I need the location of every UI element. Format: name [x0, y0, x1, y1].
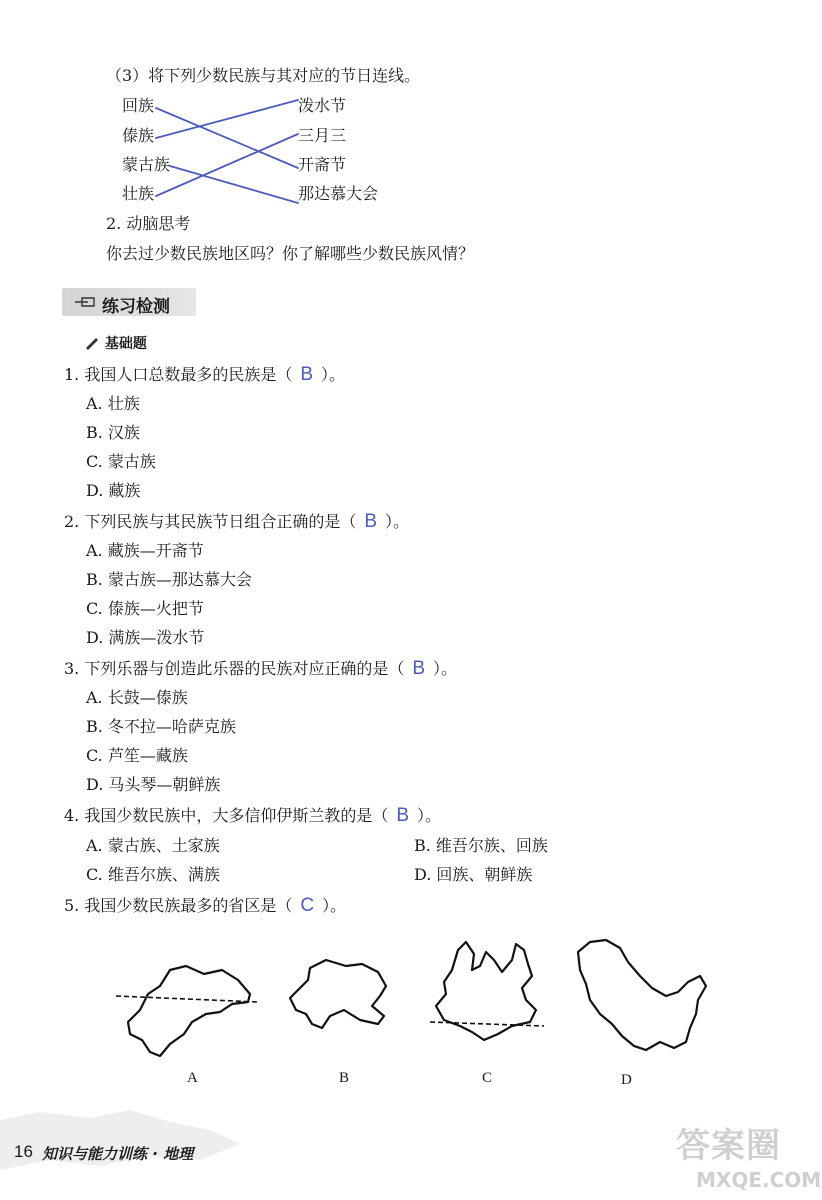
- question-3-option-a: A. 长鼓—傣族: [86, 688, 188, 707]
- question-4-option-a: A. 蒙古族、土家族: [86, 836, 220, 855]
- question-4-option-b: B. 维吾尔族、回族: [414, 836, 548, 855]
- right-item-water-festival: 泼水节: [298, 96, 347, 115]
- footer-page-number: 16: [14, 1142, 33, 1161]
- question-close: ）。: [433, 659, 458, 678]
- map-a-outline: [128, 966, 250, 1056]
- question-4-stem: [64, 806, 441, 826]
- question-2-option-c: C. 傣族—火把节: [86, 599, 204, 618]
- line-dai-water: [156, 100, 298, 138]
- question-3-stem: [64, 659, 457, 679]
- line-hui-eid: [156, 108, 298, 168]
- answer-mark: C: [300, 895, 315, 916]
- map-label-c: C: [482, 1070, 493, 1086]
- pencil-icon: [84, 336, 100, 350]
- answer-mark: B: [396, 805, 410, 826]
- think-question: 你去过少数民族地区吗？你了解哪些少数民族风情？: [106, 244, 475, 263]
- question-close: ）。: [417, 806, 442, 825]
- section-header: [62, 288, 196, 316]
- subsection-basic: [84, 333, 147, 353]
- matching-prompt: （3）将下列少数民族与其对应的节日连线。: [106, 66, 421, 85]
- watermark-logo: 答案圈: [676, 1126, 781, 1166]
- left-item-zhuang: 壮族: [122, 184, 155, 203]
- question-1-option-d: D. 藏族: [86, 481, 141, 500]
- question-close: ）。: [322, 896, 347, 915]
- question-5-stem: [64, 896, 346, 916]
- question-1-option-c: C. 蒙古族: [86, 452, 156, 471]
- question-2-stem: [64, 512, 409, 532]
- question-stem-text: 2. 下列民族与其民族节日组合正确的是（: [64, 512, 357, 531]
- question-1-option-a: A. 壮族: [86, 394, 140, 413]
- question-3-option-d: D. 马头琴—朝鲜族: [86, 775, 221, 794]
- watermark-url: MXQE.COM: [696, 1168, 822, 1192]
- pointing-hand-icon: [74, 296, 96, 308]
- subsection-title: 基础题: [104, 336, 147, 352]
- question-2-option-a: A. 藏族—开斋节: [86, 541, 204, 560]
- footer-book-title: 知识与能力训练 · 地理: [42, 1145, 194, 1163]
- think-heading: 2. 动脑思考: [106, 214, 191, 233]
- map-b-outline: [290, 960, 386, 1028]
- question-3-option-c: C. 芦笙—藏族: [86, 746, 188, 765]
- question-4-option-d: D. 回族、朝鲜族: [414, 865, 533, 884]
- map-label-a: A: [187, 1070, 198, 1086]
- question-close: ）。: [385, 512, 410, 531]
- question-stem-text: 4. 我国少数民族中，大多信仰伊斯兰教的是（: [64, 806, 389, 825]
- question-1-stem: [64, 365, 345, 385]
- right-item-eid: 开斋节: [298, 155, 347, 174]
- question-2-option-d: D. 满族—泼水节: [86, 628, 205, 647]
- answer-mark: B: [412, 658, 426, 679]
- question-close: ）。: [321, 365, 346, 384]
- answer-mark: B: [300, 364, 314, 385]
- left-item-hui: 回族: [122, 96, 155, 115]
- answer-mark: B: [364, 511, 378, 532]
- map-label-d: D: [621, 1072, 632, 1088]
- right-item-march-third: 三月三: [298, 126, 347, 145]
- map-d-outline: [578, 940, 706, 1050]
- question-3-option-b: B. 冬不拉—哈萨克族: [86, 717, 236, 736]
- question-4-option-c: C. 维吾尔族、满族: [86, 865, 220, 884]
- left-item-mongol: 蒙古族: [122, 155, 171, 174]
- line-zhuang-march: [156, 134, 298, 196]
- question-stem-text: 5. 我国少数民族最多的省区是（: [64, 896, 293, 915]
- province-maps: [100, 930, 740, 1070]
- map-label-b: B: [339, 1070, 350, 1086]
- line-mongol-naadam: [170, 166, 298, 203]
- left-item-dai: 傣族: [122, 126, 155, 145]
- question-stem-text: 3. 下列乐器与创造此乐器的民族对应正确的是（: [64, 659, 405, 678]
- map-a-tropic-line: [116, 996, 258, 1002]
- question-2-option-b: B. 蒙古族—那达慕大会: [86, 570, 252, 589]
- question-stem-text: 1. 我国人口总数最多的民族是（: [64, 365, 293, 384]
- right-item-naadam: 那达慕大会: [298, 184, 379, 203]
- section-title: 练习检测: [102, 297, 170, 317]
- question-1-option-b: B. 汉族: [86, 423, 140, 442]
